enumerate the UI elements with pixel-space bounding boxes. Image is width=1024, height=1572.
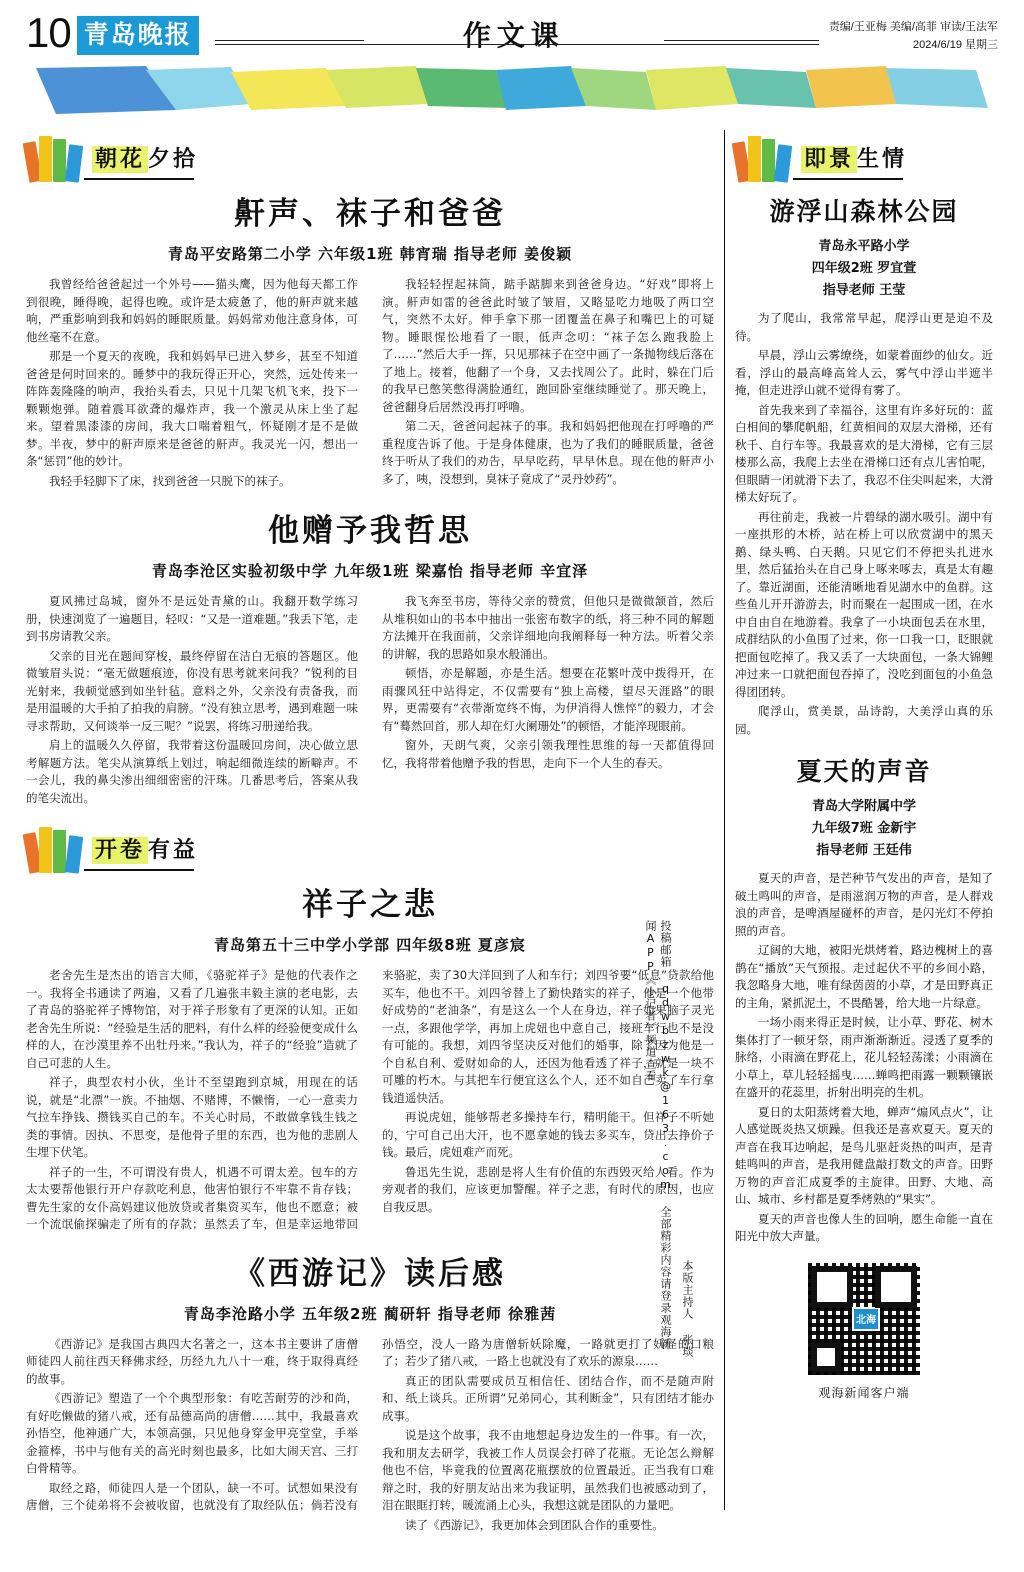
article-title: 游浮山森林公园: [769, 197, 959, 226]
books-icon: [735, 134, 797, 182]
paragraph: 《西游记》是我国古典四大名著之一，这本书主要讲了唐僧师徒四人前往西天释佛求经，历经九九八十一难，终于取得真经的故事。: [26, 1336, 358, 1386]
books-icon: [26, 825, 88, 873]
kicker-label-highlight: 开卷: [92, 837, 148, 864]
article-xiatian-de-shengyin: [735, 752, 993, 1246]
kicker-label-rest: 夕拾: [148, 146, 199, 172]
paragraph: 爬浮山，赏美景，品诗韵，大美浮山真的乐园。: [735, 704, 993, 736]
paragraph: 老舍先生是杰出的语言大师，《骆驼祥子》是他的代表作之一。我将全书通读了两遍，又看了几遍张丰毅主演的老电影，去了青岛的骆驼祥子博物馆，对于祥子形象有了更深的认知。正如老舍先生所说：“经验是生活的肥料，有什么样的经验便变成什么样的人，在沙漠里养不出牡丹来。”我认为，祥子的“经验”造就了自己可悲的人生。: [26, 968, 358, 1070]
article-ta-zengyu-wo-zhesi: [26, 505, 714, 807]
byline-line: 九年级7班 金新宇: [811, 821, 917, 836]
kicker-chaohua-xishi: [26, 130, 714, 186]
paragraph: 祥子的一生，不可谓没有贵人，机遇不可谓太差。包车的方太太要帮他银行开户存款吃利息，他害怕银行不牢靠不肯存钱；曹先生家的女仆高妈建议他放贷或者集资买车，他也不愿意；被一个流氓偷探骗走了所有的存款；虽然丢了车，但是幸运地带回来骆驼，卖了30大洋回到了人和车行；刘四爷要“低息”贷款给他买车，他也不干。刘四爷替上了勤快踏实的祥子，他是一个他带好成势的“老油条”，有是这么一个人在身边，祥子如果脑子灵光一点，多跟他学学，再加上虎妞也中意自己，接班车行也不是没有可能的。我想，刘四爷坚决反对他们的婚事，除了因为他是一个自私自利、爱财如命的人，还因为他看透了祥子，就是一块不可雕的朽木。与其把车行便宜这么个人，还不如自己卖了车行拿钱逍遥快活。: [26, 968, 714, 1231]
paragraph: 读了《西游记》，我更加体会到团队合作的重要性。: [405, 1517, 664, 1532]
section-title: 作文课: [364, 14, 664, 54]
credits: [829, 10, 998, 54]
column-divider: [724, 130, 725, 1510]
paragraph: 我曾经给爸爸起过一个外号——猫头鹰，因为他每天都工作到很晚，睡得晚，起得也晚。或许是太疲惫了，他的鼾声就来越响，严重影响到我和妈妈的睡眠质量。妈妈常劝他注意身体，可他丝毫不在意。: [26, 277, 358, 344]
decorative-brush-banner: [26, 64, 998, 120]
paragraph: 再说虎妞，能够帮老多操持车行，精明能干。但祥子不听她的，宁可自己出大汗，也不愿拿她的钱去多买车，贷出去挣价子钱。最后，虎妞难产而死。: [382, 1110, 714, 1159]
paragraph: 说是这个故事，我不由地想起身边发生的一件事。有一次，我和朋友去研学，我被工作人员误会打碎了花瓶。无论怎么辩解他也不信，毕竟我的位置离花瓶摆放的位置最近。正当我有口难辩之时，我的好朋友站出来为我证明，虽然我们也被感动到了，泪在眼眶打转，暖流涌上心头，我想这就是团队的力量吧。: [382, 1428, 714, 1512]
kicker-label: [92, 833, 198, 866]
kicker-label: [92, 142, 198, 175]
kicker-kaijuan-youyi: [26, 821, 714, 877]
paragraph: 鲁迅先生说，悲剧是将人生有价值的东西毁灭给人看。作为旁观者的我们，应该更加警醒。祥子之悲，有时代的原因，也应自我反思。: [382, 1164, 714, 1214]
paragraph: 一场小雨来得正是时候，让小草、野花、树木集体打了一顿牙祭，雨声渐渐渐近。浸透了夏季的脉络，小雨滴在野花上，花儿轻轻荡漾；小雨滴在小草上，草儿轻轻摇曳……蝉鸣把雨露一颗颗镶嵌在盛开的花蕊里，折射出明亮的生机。: [735, 1015, 993, 1099]
article-hansheng-wazi-baba: [26, 188, 714, 491]
host-note: [680, 1260, 695, 1440]
byline-line: 四年级2班 罗宜萱: [811, 261, 917, 276]
paragraph: 窗外，天朗气爽，父亲引领我理性思维的每一天都值得回忆，我将带着他赠予我的哲思，走向下一个人生的春天。: [382, 738, 714, 770]
paragraph: 真正的团队需要成员互相信任、团结合作，而不是随声附和、纸上谈兵。正所谓“兄弟同心，其利断金”，只有团结才能办成事。: [382, 1373, 714, 1423]
qr-center-label: 北海: [852, 1307, 880, 1331]
article-body: [26, 276, 714, 491]
paragraph: 第二天，爸爸问起袜子的事。我和妈妈把他现在打呼噜的严重程度告诉了他。于是身体健康，也为了我们的睡眠质量，爸爸终于听从了我们的劝告，早早吃药，早早休息。现在他的鼾声小多了，咦，没想到，臭袜子竟成了“灵丹妙药”。: [382, 419, 714, 486]
paragraph: 顿悟，亦是解题，亦是生活。想要在花繁叶茂中拨得开，在雨骤风狂中站得定，不仅需要有“独上高楼，望尽天涯路”的眼界，更需要有“衣带渐宽终不悔，为伊消得人憔悴”的毅力，才会有“蓦然回首，那人却在灯火阑珊处”的顿悟，才能淬现眼前。: [382, 666, 714, 733]
paragraph: 夏风拂过岛城，窗外不是远处青黛的山。我翻开数学练习册，快速浏览了一遍题目，轻叹：“又是一道难题。”我丢下笔，走到书房请教父亲。: [26, 594, 358, 643]
kicker-underline: [84, 869, 194, 871]
paragraph: 早晨，浮山云雾缭绕，如蒙着面纱的仙女。近看，浮山的最高峰高耸人云，雾气中浮山半遮半掩，但走进浮山就不觉得有雾了。: [735, 348, 993, 397]
article-title: 鼾声、袜子和爸爸: [234, 196, 506, 232]
books-icon: [26, 134, 88, 182]
article-xiangzi-zhibei: [26, 879, 714, 1234]
paragraph: 祥子，典型农村小伙，坐计不至望跑到京城，用现在的话说，就是“北漂”一族。不抽烟、不赌博，不懒惰，一心一意卖力气拉车挣钱、攒钱买自己的车。不关心时局，不敢做拿钱生钱之类的事情。因执、不思变，是他骨子里的东西，也为他的悲剧人生埋下伏笔。: [26, 1075, 358, 1159]
kicker-label: [801, 142, 907, 175]
article-title: 夏天的声音: [796, 757, 932, 786]
byline-line: 青岛大学附属中学: [811, 799, 916, 814]
byline-line: 指导老师 王莹: [822, 283, 906, 298]
kicker-label-highlight: 朝花: [92, 146, 148, 173]
credits-date: 2024/6/19 星期三: [913, 39, 998, 51]
article-byline: 青岛平安路第二小学 六年级1班 韩宵瑞 指导老师 姜俊颖: [167, 245, 573, 263]
kicker-label-highlight: 即景: [801, 146, 857, 173]
qr-block: [735, 1260, 993, 1401]
paragraph: 我飞奔至书房，等待父亲的赞赏，但他只是微微颔首，然后从堆积如山的书本中抽出一张密布数字的纸，将三种不同的解题方法摊开在我面前，父亲详细地向我阐释每一种方法。听着父亲的讲解，我的思路如泉水般涌出。: [382, 594, 714, 661]
paragraph: 首先我来到了幸福谷，这里有许多好玩的：蓝白相间的攀爬帆船，红黄相间的双层大滑梯，还有秋千、自行车等。我最喜欢的是大滑梯，它有三层楼那么高，我爬上去坐在滑梯口还有点儿害怕呢，但眼睛一闭就滑下去了，我忍不住尖叫起来，大滑梯太好玩了。: [735, 402, 993, 504]
article-byline: 青岛李沧区实验初级中学 九年级1班 梁嘉怡 指导老师 辛宜泽: [151, 562, 589, 580]
article-byline: 青岛第五十三中学小学部 四年级8班 夏彦宸: [214, 936, 526, 954]
left-columns: [26, 130, 714, 1542]
paragraph: 父亲的目光在题间穿梭，最终停留在洁白无痕的答题区。他微皱眉头说：“毫无做题痕迹，你没有思考就来问我？”锐利的目光射来，我顿觉感到如坐针毡。意料之外，父亲没有责备我，而是用温暖的大手拍了拍我的肩膀。“没有独立思考，遇到难题一味寻求帮助，又何谈举一反三呢？”说罢，将练习册递给我。: [26, 648, 358, 733]
paper-logo: 青岛晚报: [77, 16, 199, 55]
article-body: [26, 593, 714, 807]
article-title: 《西游记》读后感: [234, 1255, 506, 1292]
paragraph: 夏天的声音，是芒种节气发出的声音，是知了破土鸣叫的声音，是雨滋润万物的声音，是人群戏浪的声音，是啤酒屋碰杯的声音，是闪光灯不停拍照的声音。: [735, 871, 993, 938]
article-byline: [735, 796, 993, 862]
byline-line: 青岛永平路小学: [818, 239, 910, 254]
submission-note: [643, 920, 673, 1350]
article-body: [26, 1336, 714, 1535]
article-body: [735, 870, 993, 1246]
kicker-jijing-shengqing: [735, 130, 993, 186]
right-column: [735, 130, 993, 1542]
article-byline: [735, 236, 993, 302]
paragraph: 为了爬山，我常常早起，爬浮山更是迫不及待。: [735, 311, 993, 343]
submission-note-text: 投稿邮箱 qdwbzwk@163.com 全部精彩内容请登录观海新闻APP《小记者》频道查看: [644, 920, 672, 1350]
brush-strokes-icon: [26, 64, 998, 120]
paragraph: 再往前走，我被一片碧绿的湖水吸引。湖中有一座拱形的木桥，站在桥上可以欣赏湖中的黑天鹅、绿头鸭、白天鹅。只见它们不停把头扎进水里，然后猛抬头在自己身上啄来啄去，真是太有趣了。靠近湖面，还能清晰地看见湖水中的鱼群。这些鱼儿开开游游去，时而聚在一起围成一团，在水中自由自在地游着。我拿了一小块面包丢在水里，成群结队的小鱼围了过来，你一口我一口，眨眼就把面包吃掉了。我又丢了一大块面包，一条大锦鲤冲过来一口就把面包吞掉了，没吃到面包的小鱼急得团团转。: [735, 509, 993, 699]
kicker-label-rest: 有益: [148, 837, 199, 863]
paragraph: 那是一个夏天的夜晚，我和妈妈早已进入梦乡，甚至不知道爸爸是何时回来的。睡梦中的我玩得正开心，突然，远处传来一阵阵轰隆隆的响声，我抬头看去，只见十几架飞机飞来，投下一颗颗炮弹。随着震耳欲聋的爆炸声，我一个激灵从床上坐了起来。望着黑漆漆的房间，我大口喘着粗气，怀疑刚才是不是做梦。半夜，梦中的鼾声原来是爸爸的鼾声。我灵光一闪，想出一条“惩罚”他的妙计。: [26, 349, 358, 468]
article-body: [735, 310, 993, 738]
kicker-underline: [84, 178, 194, 180]
qr-code-icon[interactable]: [805, 1260, 923, 1378]
article-xiyouji-duhougan: [26, 1248, 714, 1535]
page-number: 10: [26, 9, 71, 56]
kicker-label-rest: 生情: [857, 146, 908, 172]
byline-line: 指导老师 王廷伟: [816, 843, 912, 858]
paragraph: 夏日的太阳蒸烤着大地，蝉声“煽风点火”，让人感觉既炎热又烦躁。但我还是喜欢夏天。夏天的声音在我耳边响起，是鸟儿驱赶炎热的叫声，是青蛙鸣叫的声音，是我用健盘敲打数文的声音。田野万物的声音汇成夏季的主旋律。田野、大地、高山、城市、乡村都是夏季烤熟的“果实”。: [735, 1104, 993, 1206]
kicker-underline: [793, 178, 903, 180]
body-area: [26, 130, 998, 1542]
paragraph: 我轻轻捏起袜筒，踮手踮脚来到爸爸身边。“好戏”即将上演。鼾声如雷的爸爸此时皱了皱眉，又略显吃力地吸了两口空气，突然不太好。伸手拿下那一团覆盖在鼻子和嘴巴上的可疑物。睡眼惺忪地看了一眼，低声念叨：“袜子怎么跑我脸上了……”然后大手一挥，只见那袜子在空中画了一条抛物线后落在了地上。接着，他翻了一个身，又去找周公了。此时，躲在门后的我早已憋笑憋得满脸通红，跑回卧室继续睡觉了。那天晚上，爸爸翻身后居然没再打呼噜。: [382, 277, 714, 414]
article-body: [26, 967, 714, 1234]
paragraph: 肩上的温暖久久停留，我带着这份温暖回房间，决心做立思考解题方法。笔尖从演算纸上划过，响起细微连续的断噼声。不一会儿，我的鼻尖渗出细细密密的汗珠。几番思考后，答案从我的笔尖流出。: [26, 738, 358, 805]
paragraph: 《西游记》塑造了一个个典型形象：有吃苦耐劳的沙和尚，有好吃懒做的猪八戒，还有品德高尚的唐僧……其中，我最喜欢孙悟空，他神通广大，本领高强，只见他身穿金甲亮堂堂，手举金箍棒，书中与他有关的高光时刻也最多，比如大闹天宫、三打白骨精等。: [26, 1391, 358, 1475]
paragraph: 取经之路，师徒四人是一个团队，缺一不可。试想如果没有唐僧，三个徒弟将不会被收留，也就没有了取经队伍；倘若没有孙悟空，没人一路为唐僧斩妖除魔，一路就更打了妖怪的口粮了；若少了猪八戒，一路上也就没有了欢乐的源泉……: [26, 1336, 714, 1512]
paragraph: 辽阔的大地，被阳光烘烤着，路边槐树上的喜鹊在“播放”天气预报。走过起伏不平的乡间小路，我忽略身大地，唯有绿茵茵的小草，才是田野真正的主角，紧抓泥土，不畏酷暑，给大地一片绿意。: [735, 943, 993, 1010]
masthead: [26, 0, 998, 64]
masthead-rule: [209, 10, 819, 56]
article-title: 他赠予我哲思: [268, 513, 472, 549]
article-you-fushan-senlin-gongyuan: [735, 192, 993, 738]
paragraph: 我轻手轻脚下了床，找到爸爸一只脱下的袜子。: [49, 473, 291, 488]
qr-caption: 观海新闻客户端: [818, 1385, 910, 1400]
article-byline: 青岛李沧路小学 五年级2班 蔺研轩 指导老师 徐雅茜: [183, 1304, 557, 1323]
host-note-text: 本版主持人 张琰: [681, 1260, 694, 1358]
credits-staff: 责编/王亚梅 美编/高菲 审读/王法军: [828, 21, 998, 33]
paragraph: 夏天的声音也像人生的回响，愿生命能一直在阳光中放大声量。: [735, 1211, 993, 1243]
article-title: 祥子之悲: [302, 887, 438, 923]
